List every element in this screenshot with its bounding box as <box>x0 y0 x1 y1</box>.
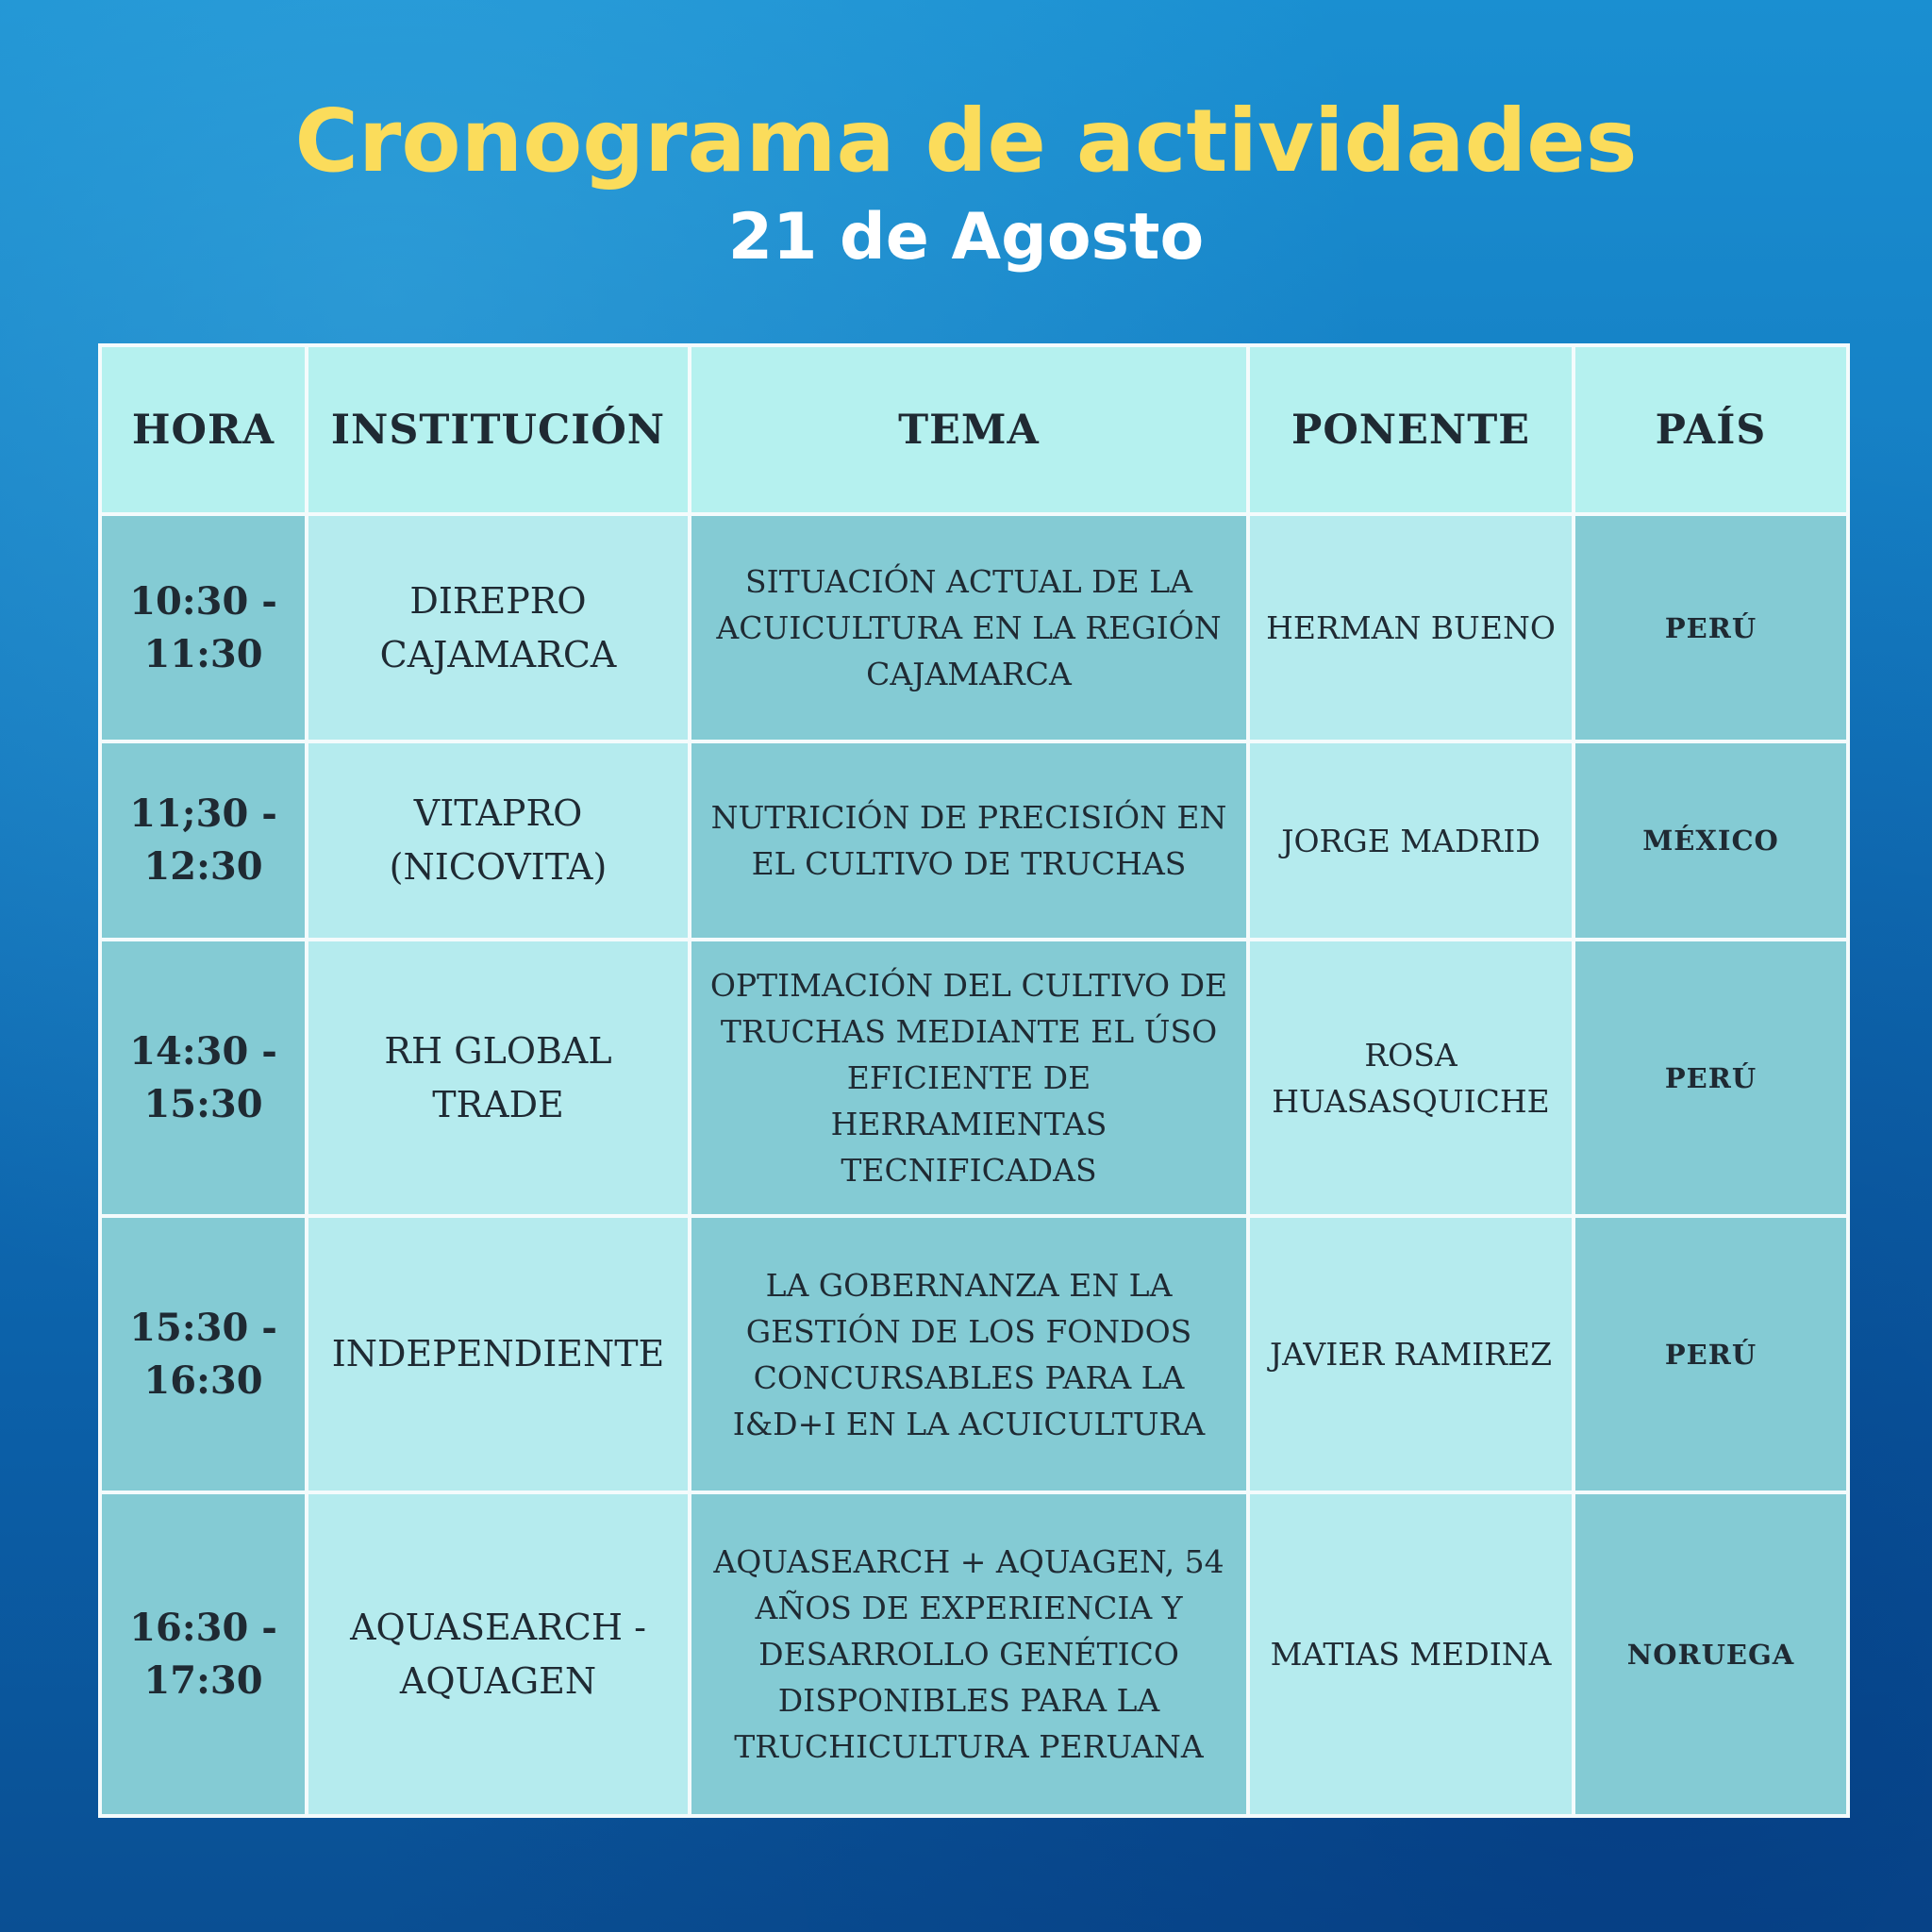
cell-ponente: HERMAN BUENO <box>1248 514 1574 741</box>
cell-tema: SITUACIÓN ACTUAL DE LA ACUICULTURA EN LA REGIÓN CAJAMARCA <box>690 514 1248 741</box>
page-subtitle-date: 21 de Agosto <box>727 200 1205 275</box>
column-header-ponente: PONENTE <box>1248 345 1574 514</box>
table-row <box>100 1492 1848 1816</box>
table-row <box>100 1216 1848 1492</box>
cell-institucion: AQUASEARCH - AQUAGEN <box>307 1492 690 1816</box>
cell-pais: PERÚ <box>1574 1216 1848 1492</box>
table-row <box>100 940 1848 1216</box>
cell-hora: 11;30 - 12:30 <box>100 741 307 940</box>
cell-hora: 10:30 - 11:30 <box>100 514 307 741</box>
cell-ponente: MATIAS MEDINA <box>1248 1492 1574 1816</box>
column-header-pais: PAÍS <box>1574 345 1848 514</box>
cell-pais: NORUEGA <box>1574 1492 1848 1816</box>
cell-hora: 16:30 - 17:30 <box>100 1492 307 1816</box>
page-title: Cronograma de actividades <box>294 91 1638 192</box>
cell-pais: PERÚ <box>1574 514 1848 741</box>
column-header-tema: TEMA <box>690 345 1248 514</box>
cell-ponente: ROSA HUASASQUICHE <box>1248 940 1574 1216</box>
cell-pais: MÉXICO <box>1574 741 1848 940</box>
cell-institucion: VITAPRO (NICOVITA) <box>307 741 690 940</box>
table-row <box>100 514 1848 741</box>
cell-tema: LA GOBERNANZA EN LA GESTIÓN DE LOS FONDOS CONCURSABLES PARA LA I&D+I EN LA ACUICULTURA <box>690 1216 1248 1492</box>
cell-tema: NUTRICIÓN DE PRECISIÓN EN EL CULTIVO DE TRUCHAS <box>690 741 1248 940</box>
cell-pais: PERÚ <box>1574 940 1848 1216</box>
column-header-hora: HORA <box>100 345 307 514</box>
cell-hora: 14:30 - 15:30 <box>100 940 307 1216</box>
cell-ponente: JORGE MADRID <box>1248 741 1574 940</box>
cell-institucion: RH GLOBAL TRADE <box>307 940 690 1216</box>
table-row <box>100 741 1848 940</box>
cell-hora: 15:30 - 16:30 <box>100 1216 307 1492</box>
cell-tema: AQUASEARCH + AQUAGEN, 54 AÑOS DE EXPERIENCIA Y DESARROLLO GENÉTICO DISPONIBLES PARA LA TRUCHICULTURA PERUANA <box>690 1492 1248 1816</box>
table-header-row <box>100 345 1848 514</box>
column-header-institucion: INSTITUCIÓN <box>307 345 690 514</box>
cell-institucion: INDEPENDIENTE <box>307 1216 690 1492</box>
cell-institucion: DIREPRO CAJAMARCA <box>307 514 690 741</box>
cell-tema: OPTIMACIÓN DEL CULTIVO DE TRUCHAS MEDIANTE EL ÚSO EFICIENTE DE HERRAMIENTAS TECNIFICADAS <box>690 940 1248 1216</box>
cell-ponente: JAVIER RAMIREZ <box>1248 1216 1574 1492</box>
schedule-table <box>98 343 1850 1818</box>
